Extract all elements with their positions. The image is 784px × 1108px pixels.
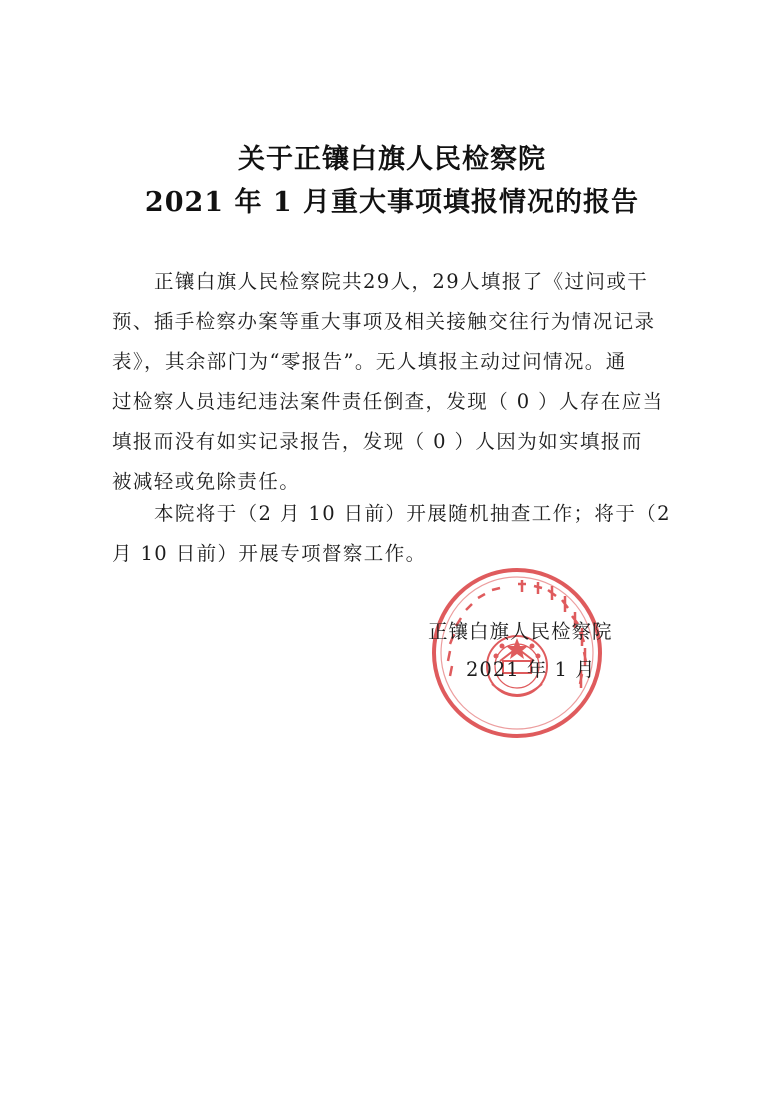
official-seal-stamp — [430, 566, 604, 740]
body-paragraph-1 — [112, 262, 677, 502]
paragraph-1-line: 预、插手检察办案等重大事项及相关接触交往行为情况记录 — [112, 310, 656, 333]
paragraph-2-line: 月 10 日前）开展专项督察工作。 — [112, 542, 427, 565]
body-paragraph-2 — [112, 494, 677, 574]
signature-date: 2021 年 1 月 — [466, 658, 596, 681]
signature-organization: 正镶白旗人民检察院 — [428, 620, 613, 643]
report-title-line-2: 2021 年 1 月重大事项填报情况的报告 — [144, 187, 640, 218]
report-title-line-1: 关于正镶白旗人民检察院 — [238, 144, 546, 175]
paragraph-1-line: 被减轻或免除责任。 — [112, 470, 301, 493]
paragraph-1-line: 填报而没有如实记录报告，发现（ 0 ）人因为如实填报而 — [112, 430, 643, 453]
paragraph-1-line: 过检察人员违纪违法案件责任倒查，发现（ 0 ）人存在应当 — [112, 390, 664, 413]
paragraph-1-line: 表》，其余部门为“零报告”。无人填报主动过问情况。通 — [112, 350, 627, 373]
paragraph-2-line: 本院将于（2 月 10 日前）开展随机抽查工作；将于（2 — [154, 502, 671, 525]
paragraph-1-line: 正镶白旗人民检察院共29人，29人填报了《过问或干 — [154, 270, 649, 293]
